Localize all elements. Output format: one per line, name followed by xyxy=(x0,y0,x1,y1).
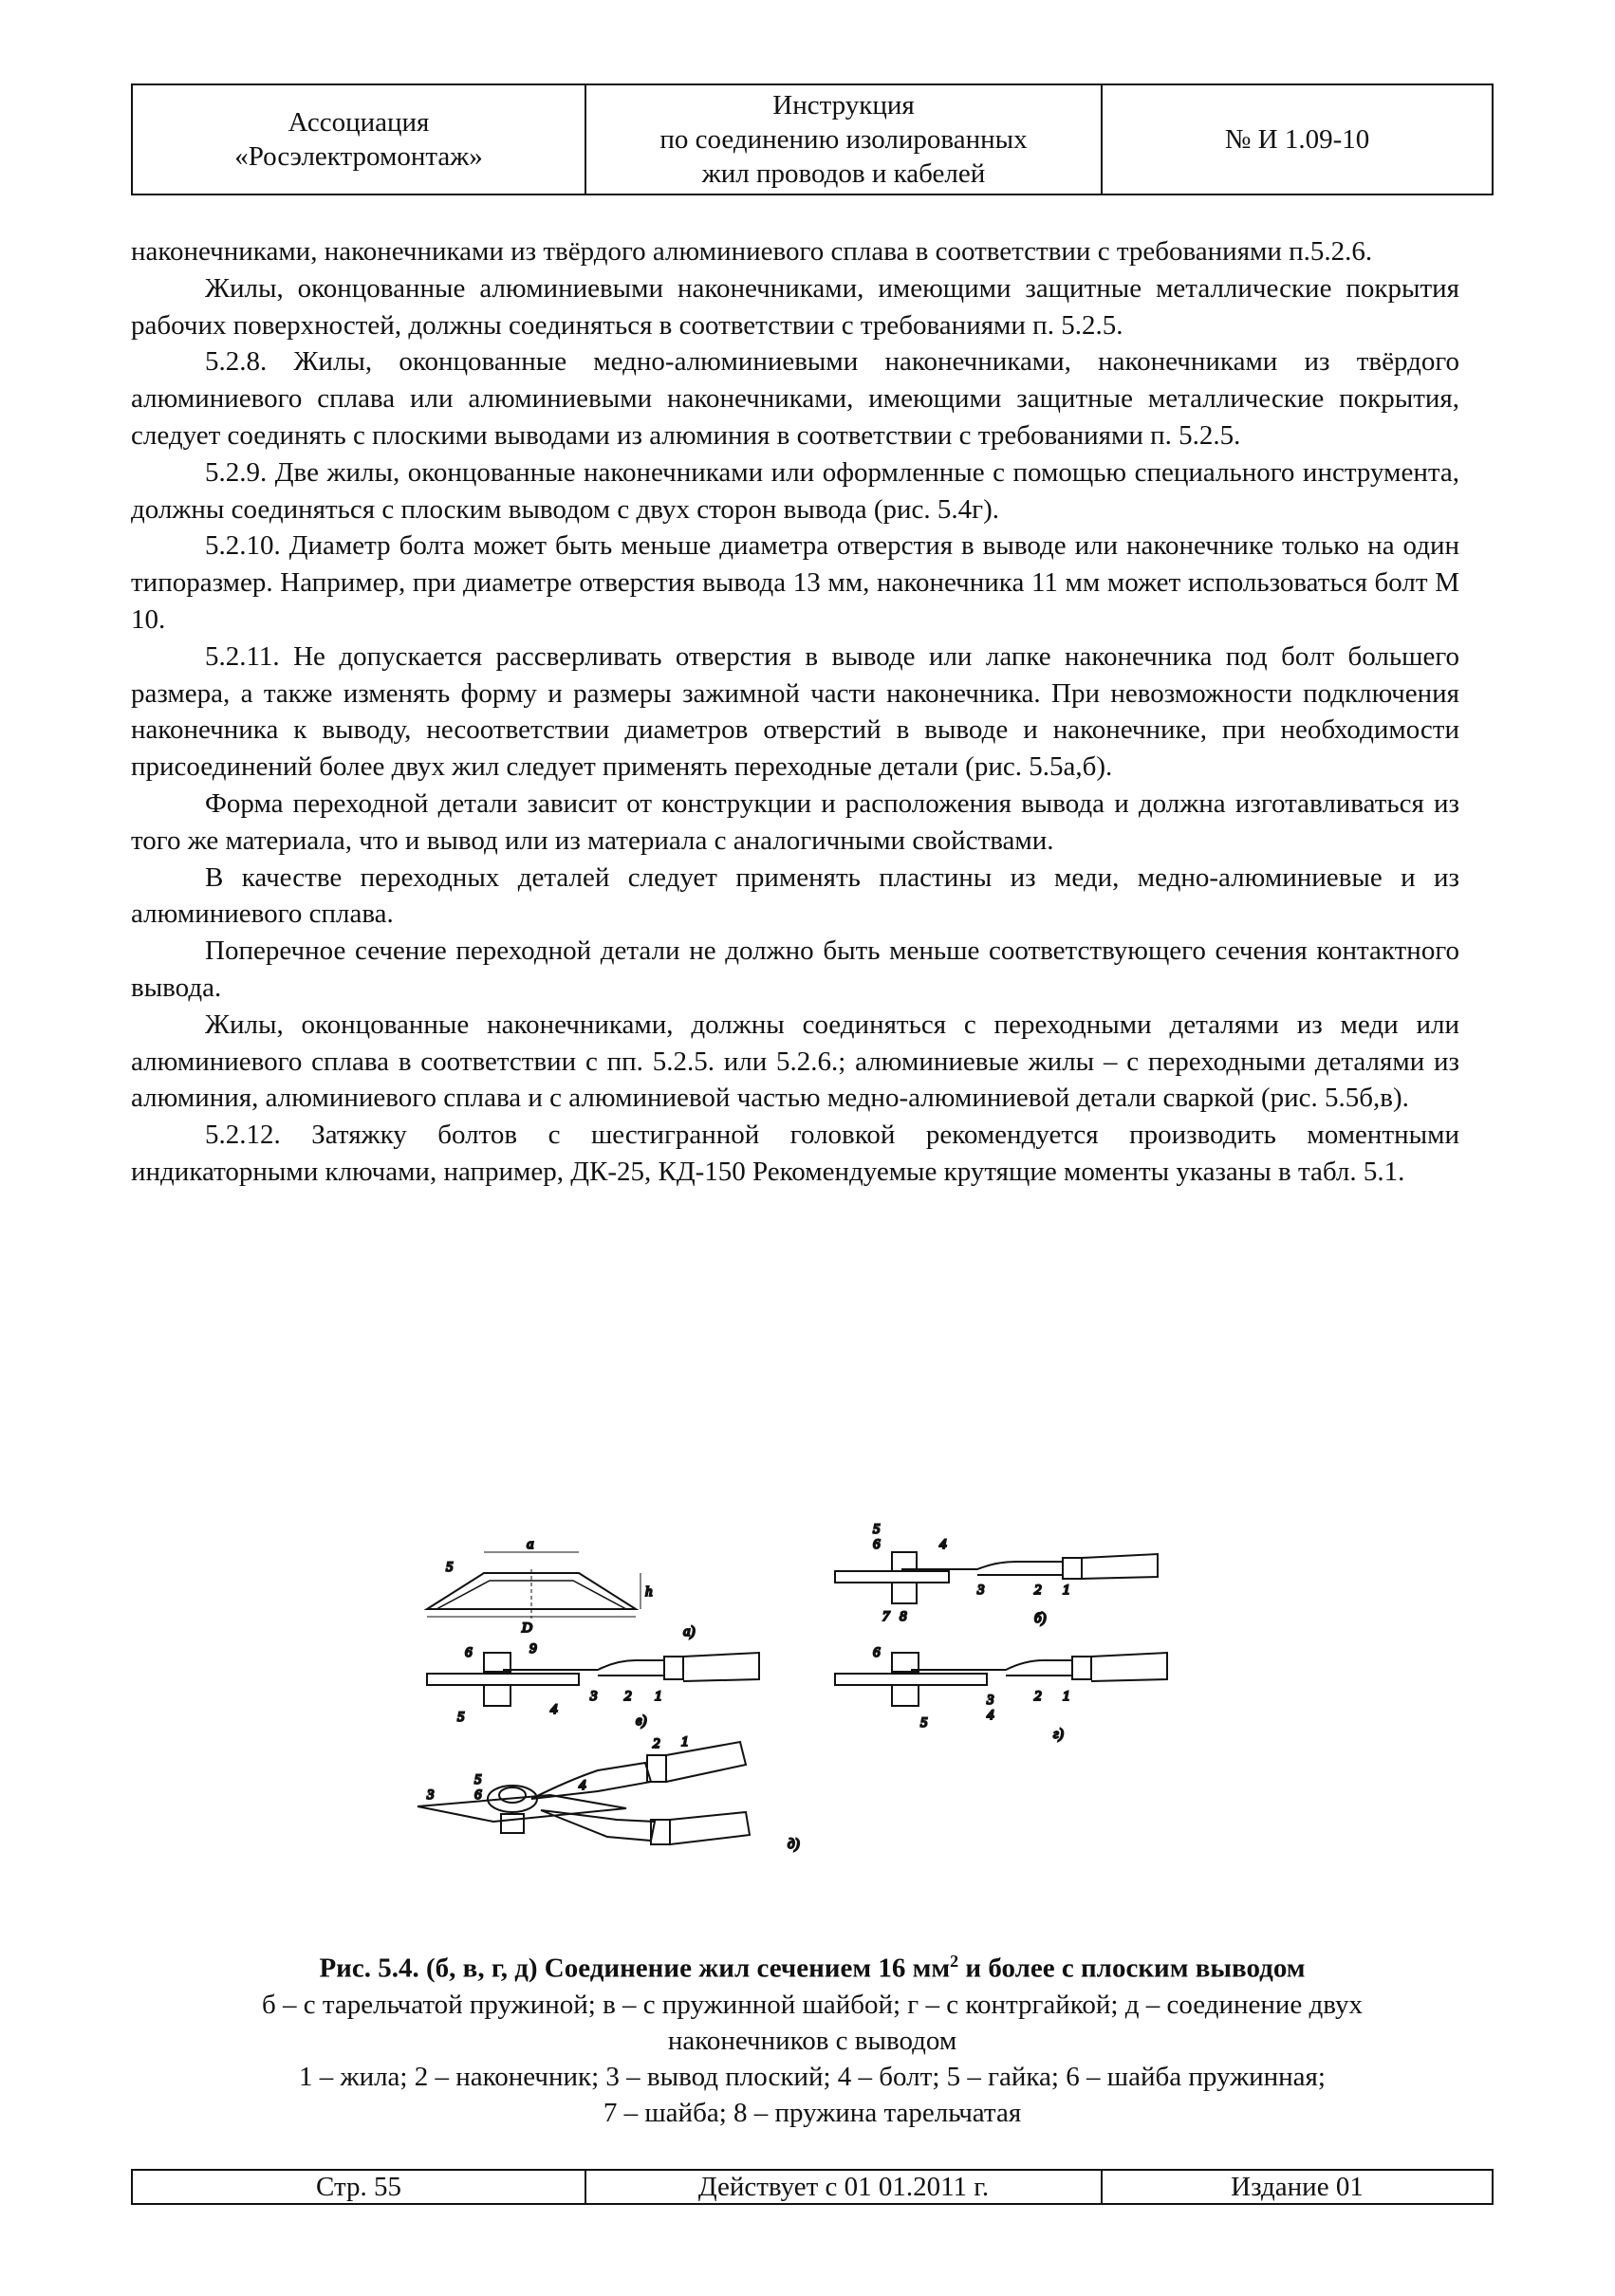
figure-caption xyxy=(131,1943,1494,2131)
caption-legend-line: 1 – жила; 2 – наконечник; 3 – вывод плоский; 4 – болт; 5 – гайка; 6 – шайба пружинная; xyxy=(299,2061,1326,2092)
paragraph-5-2-11: 5.2.11. Не допускается рассверливать отверстия в выводе или лапке наконечника под болт большего размера, а также изменять форму и размеры зажимной части наконечника. При невозможности подключения наконечника к выводу, несоответствии диаметров отверстий в выводе и наконечнике, при необходимости присоединений более двух жил следует применять переходные детали (рис. 5.5а,б). xyxy=(131,640,1459,783)
callout-label: 2 xyxy=(1034,1583,1042,1598)
callout-label: 4 xyxy=(939,1537,947,1552)
caption-title-start: Рис. 5.4. (б, в, г, д) Соединение жил сечением 16 мм xyxy=(319,1953,951,1984)
title-line-1: Инструкция xyxy=(772,90,915,120)
caption-legend-line: 7 – шайба; 8 – пружина тарельчатая xyxy=(603,2097,1022,2128)
dim-h-label: h xyxy=(645,1584,653,1600)
diagram-v-connection xyxy=(427,1641,759,1729)
callout-label: 3 xyxy=(427,1787,435,1803)
callout-label: 6 xyxy=(873,1645,881,1660)
callout-label: 4 xyxy=(987,1708,994,1723)
diagram-g-connection xyxy=(835,1645,1167,1742)
dim-a-label: а xyxy=(527,1537,534,1552)
callout-label: 6 xyxy=(474,1787,482,1803)
callout-label: 1 xyxy=(1063,1583,1070,1598)
caption-title xyxy=(131,1943,1494,1987)
paragraph: В качестве переходных деталей следует применять пластины из меди, медно-алюминиевые и из алюминиевого сплава. xyxy=(131,861,1459,930)
footer-valid-from: Действует с 01 01.2011 г. xyxy=(585,2171,1101,2203)
org-line-2: «Росэлектромонтаж» xyxy=(234,141,483,172)
dim-D-label: D xyxy=(522,1620,532,1636)
callout-label: 3 xyxy=(977,1583,985,1598)
paragraph-5-2-12: 5.2.12. Затяжку болтов с шестигранной головкой рекомендуется производить моментными индикаторными ключами, например, ДК-25, КД-150 Рекомендуемые крутящие моменты указаны в табл. 5.1. xyxy=(131,1120,1459,1187)
callout-label: 3 xyxy=(987,1693,994,1708)
callout-label: 4 xyxy=(579,1778,586,1793)
caption-line: б – с тарельчатой пружиной; в – с пружинной шайбой; г – с контргайкой; д – соединение двух xyxy=(262,1989,1363,2020)
callout-label: 3 xyxy=(590,1689,598,1704)
body-text xyxy=(131,233,1459,1191)
paragraph-5-2-10: 5.2.10. Диаметр болта может быть меньше диаметра отверстия в выводе или наконечнике только на один типоразмер. Например, при диаметре отверстия вывода 13 мм, наконечника 11 мм может использоваться болт М 10. xyxy=(131,530,1459,635)
connection-diagram xyxy=(408,1514,1262,1884)
callout-label: 2 xyxy=(624,1689,632,1704)
callout-label: 7 xyxy=(882,1609,890,1624)
diagram-d-connection xyxy=(418,1734,800,1852)
title-line-3: жил проводов и кабелей xyxy=(701,158,986,189)
callout-label: 8 xyxy=(900,1609,907,1624)
header-organization xyxy=(133,85,585,194)
paragraph-5-2-8: 5.2.8. Жилы, оконцованные медно-алюминиевыми наконечниками, наконечниками из твёрдого алюминиевого сплава или алюминиевыми наконечниками, имеющими защитные металлические покрытия, следует соединять с плоскими выводами из алюминия в соответствии с требованиями п. 5.2.5. xyxy=(131,346,1459,451)
callout-label: 1 xyxy=(681,1734,689,1750)
callout-label: 6 xyxy=(465,1645,473,1660)
header-document-title xyxy=(585,85,1101,194)
callout-label: 5 xyxy=(446,1560,454,1575)
callout-label: 2 xyxy=(1034,1689,1042,1704)
title-line-2: по соединению изолированных xyxy=(659,124,1028,155)
paragraph: Форма переходной детали зависит от конструкции и расположения вывода и должна изготавливаться из того же материала, что и вывод или из материала с аналогичными свойствами. xyxy=(131,787,1459,856)
footer-page-number: Стр. 55 xyxy=(316,2171,401,2202)
sub-b-label: б) xyxy=(1034,1611,1047,1626)
paragraph: наконечниками, наконечниками из твёрдого алюминиевого сплава в соответствии с требованиями п.5.2.6. xyxy=(131,236,1373,267)
callout-label: 1 xyxy=(1063,1689,1070,1704)
callout-label: 5 xyxy=(920,1715,928,1731)
callout-label: 6 xyxy=(873,1537,881,1552)
doc-number: № И 1.09-10 xyxy=(1224,124,1370,155)
paragraph-5-2-9: 5.2.9. Две жилы, оконцованные наконечниками или оформленные с помощью специального инструмента, должны соединяться с плоским выводом с двух сторон вывода (рис. 5.4г). xyxy=(131,456,1459,525)
org-line-1: Ассоциация xyxy=(288,107,430,138)
callout-label: 5 xyxy=(873,1522,881,1537)
sub-d-label: д) xyxy=(788,1837,800,1852)
callout-label: 5 xyxy=(457,1710,465,1725)
caption-line: наконечников с выводом xyxy=(667,2025,957,2056)
paragraph: Жилы, оконцованные наконечниками, должны соединяться с переходными деталями из меди или алюминиевого сплава в соответствии с пп. 5.2.5. или 5.2.6.; алюминиевые жилы – с переходными деталями из алюминия, алюминиевого сплава и с алюминиевой частью медно-алюминиевой детали сваркой (рис. 5.5б,в). xyxy=(131,1009,1459,1114)
diagram-a-disc-spring xyxy=(427,1537,696,1639)
paragraph: Жилы, оконцованные алюминиевыми наконечниками, имеющими защитные металлические покрытия рабочих поверхностей, должны соединяться в соответствии с требованиями п. 5.2.5. xyxy=(131,272,1459,341)
callout-label: 2 xyxy=(653,1736,660,1751)
sub-g-label: г) xyxy=(1053,1727,1064,1742)
footer-table xyxy=(131,2169,1494,2205)
paragraph: Поперечное сечение переходной детали не должно быть меньше соответствующего сечения контактного вывода. xyxy=(131,935,1459,1003)
caption-title-superscript: 2 xyxy=(950,1952,959,1971)
callout-label: 5 xyxy=(474,1772,482,1787)
header-table xyxy=(131,83,1494,195)
callout-label: 1 xyxy=(655,1689,662,1704)
diagram-b-connection xyxy=(835,1522,1158,1626)
figure-5-4 xyxy=(408,1514,1262,1884)
sub-a-label: а) xyxy=(683,1624,696,1639)
header-document-number xyxy=(1101,85,1492,194)
callout-label: 4 xyxy=(550,1702,558,1717)
footer-edition: Издание 01 xyxy=(1101,2171,1492,2203)
callout-label: 9 xyxy=(529,1641,537,1657)
sub-v-label: в) xyxy=(636,1713,647,1729)
caption-title-end: и более с плоским выводом xyxy=(958,1953,1306,1984)
